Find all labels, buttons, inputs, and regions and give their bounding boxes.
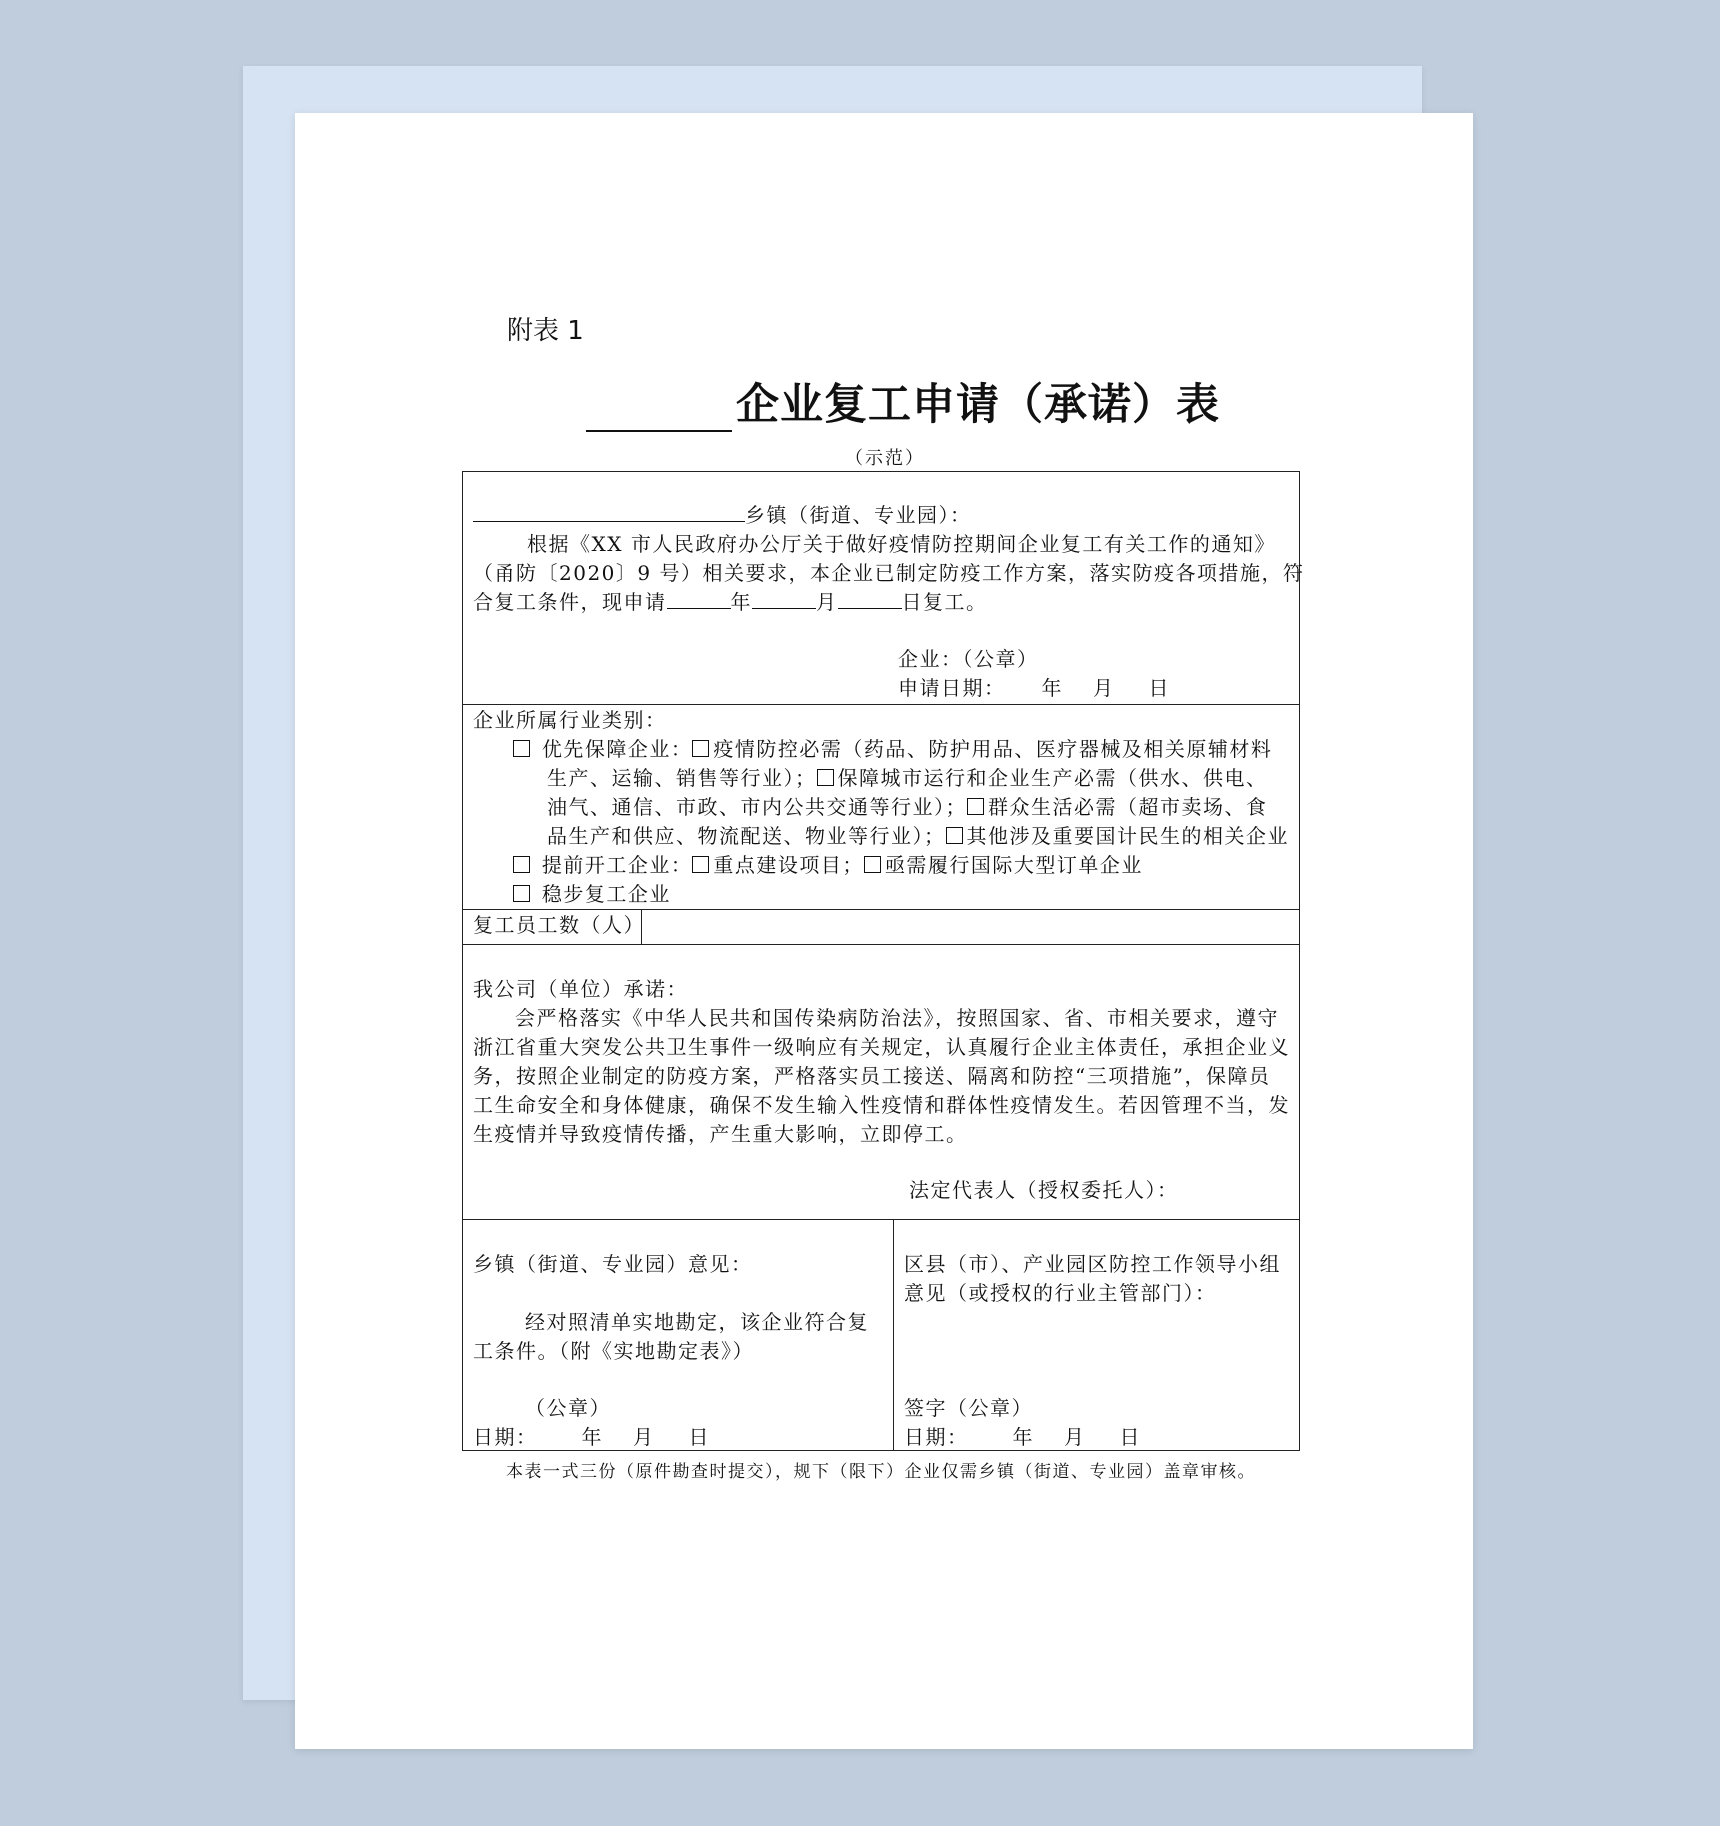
industry-section [463,705,1299,910]
notice-line-3: 合复工条件，现申请 年 月 日复工。 [473,590,988,614]
district-opinion-heading-2: 意见（或授权的行业主管部门）： [904,1281,1217,1305]
commitment-line-4: 工生命安全和身体健康，确保不发生输入性疫情和群体性疫情发生。若因管理不当，发 [473,1093,1290,1117]
commitment-line-5: 生疫情并导致疫情传播，产生重大影响，立即停工。 [473,1122,968,1146]
legal-representative: 法定代表人（授权委托人）： [909,1178,1179,1202]
daily-needs-checkbox[interactable] [967,798,984,815]
appendix-label: 附表 1 [507,316,584,346]
priority-line-2: 生产、运输、销售等行业）； 保障城市运行和企业生产必需（供水、供电、 [547,766,1268,790]
application-section [463,472,1305,705]
subtitle: （示范） [845,448,925,469]
township-opinion-line-1: 经对照清单实地勘定，该企业符合复 [525,1310,869,1334]
commitment-line-1: 会严格落实《中华人民共和国传染病防治法》，按照国家、省、市相关要求，遵守 [515,1006,1279,1030]
priority-checkbox[interactable] [513,740,530,757]
workers-divider [641,910,642,944]
page-title [586,371,1220,432]
opinion-divider [893,1220,894,1450]
notice-line-2: （甬防〔2020〕9 号）相关要求，本企业已制定防疫工作方案，落实防疫各项措施，符 [473,561,1305,585]
addressee-line: 乡镇（街道、专业园）： [473,501,972,530]
notice-line-1: 根据《XX 市人民政府办公厅关于做好疫情防控期间企业复工有关工作的通知》 [527,532,1276,556]
other-livelihood-checkbox[interactable] [946,827,963,844]
priority-line-3: 油气、通信、市政、市内公共交通等行业）； 群众生活必需（超市卖场、食 [547,795,1268,819]
early-start-checkbox[interactable] [513,856,530,873]
priority-line-1: 优先保障企业： 疫情防控必需（药品、防护用品、医疗器械及相关原辅材料 [513,735,1272,764]
township-blank [473,501,745,522]
month-blank [752,588,816,609]
footnote: 本表一式三份（原件勘查时提交），规下（限下）企业仅需乡镇（街道、专业园）盖章审核。 [506,1462,1256,1482]
year-blank [667,588,731,609]
commitment-heading: 我公司（单位）承诺： [473,977,688,1001]
commitment-line-2: 浙江省重大突发公共卫生事件一级响应有关规定，认真履行企业主体责任，承担企业义 [473,1035,1290,1059]
district-date: 日期： 年 月 日 [904,1425,1141,1449]
city-operation-checkbox[interactable] [817,769,834,786]
application-form [462,471,1305,1451]
steady-line: 稳步复工企业 [513,880,671,909]
priority-line-4: 品生产和供应、物流配送、物业等行业）； 其他涉及重要国计民生的相关企业 [547,824,1289,848]
title-blank-line [586,390,732,432]
industry-heading: 企业所属行业类别： [473,708,667,732]
day-blank [838,588,902,609]
title-text: 企业复工申请（承诺）表 [736,380,1220,430]
epidemic-supplies-checkbox[interactable] [692,740,709,757]
opinion-section [463,1220,1299,1450]
district-opinion-heading-1: 区县（市）、产业园区防控工作领导小组 [904,1252,1281,1276]
township-seal: （公章） [525,1396,611,1420]
township-opinion-line-2: 工条件。（附《实地勘定表》） [473,1339,754,1363]
intl-order-checkbox[interactable] [864,856,881,873]
early-start-line: 提前开工企业： 重点建设项目； 亟需履行国际大型订单企业 [513,851,1143,880]
workers-section [463,910,1299,945]
township-date: 日期： 年 月 日 [473,1425,710,1449]
company-seal: 企业：（公章） [898,647,1039,671]
township-opinion-heading: 乡镇（街道、专业园）意见： [473,1252,753,1276]
district-seal: 签字（公章） [904,1396,1033,1420]
commitment-line-3: 务，按照企业制定的防疫方案，严格落实员工接送、隔离和防控“三项措施”，保障员 [473,1064,1271,1088]
steady-resume-checkbox[interactable] [513,885,530,902]
apply-date: 申请日期： 年 月 日 [898,676,1170,700]
commitment-section [463,945,1299,1220]
workers-label: 复工员工数（人） [473,913,645,937]
key-project-checkbox[interactable] [692,856,709,873]
